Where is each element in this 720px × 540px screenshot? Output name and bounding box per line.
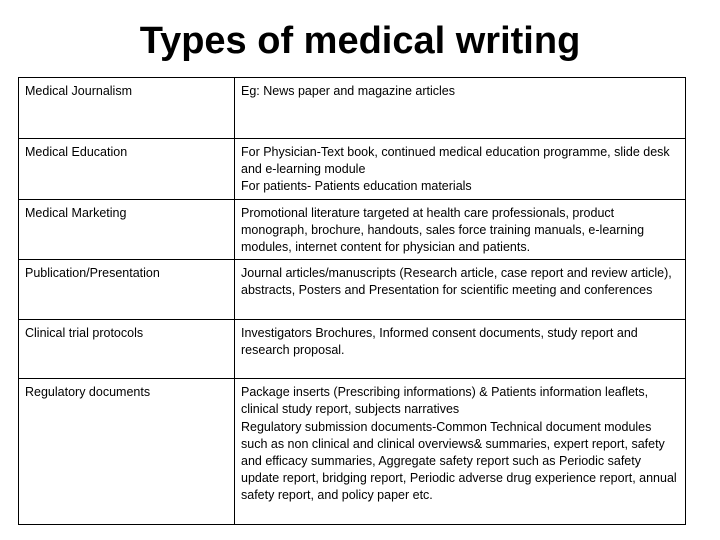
examples-line: For Physician-Text book, continued medical education programme, slide desk and e-learning module bbox=[241, 145, 670, 177]
table-row bbox=[19, 320, 686, 379]
table-row bbox=[19, 199, 686, 260]
medical-writing-table bbox=[18, 77, 686, 525]
writing-examples-cell bbox=[235, 78, 686, 139]
examples-line: Journal articles/manuscripts (Research article, case report and review article), abstracts, Posters and Presentation for scientific meeting and conferences bbox=[241, 266, 672, 298]
table-row bbox=[19, 379, 686, 525]
page-title: Types of medical writing bbox=[139, 20, 581, 62]
examples-line: Eg: News paper and magazine articles bbox=[241, 84, 456, 98]
table-row bbox=[19, 78, 686, 139]
table-row bbox=[19, 139, 686, 200]
examples-line: Package inserts (Prescribing informations) & Patients information leaflets, clinical study report, subjects narratives bbox=[241, 385, 649, 417]
examples-line: For patients- Patients education materials bbox=[241, 179, 472, 194]
examples-line: Regulatory submission documents-Common Technical document modules such as non clinical and clinical overviews& summaries, expert report, safety and efficacy summaries, Aggregate safety report such as Periodic safety update report, bridging report, Periodic adverse drug experience report, annual safety report, and policy paper etc. bbox=[241, 419, 677, 503]
writing-examples-cell bbox=[235, 260, 686, 320]
table-row bbox=[19, 260, 686, 320]
writing-examples-cell bbox=[235, 199, 686, 260]
writing-type-cell: Medical Journalism bbox=[19, 78, 235, 139]
writing-examples-cell bbox=[235, 139, 686, 200]
examples-line: Promotional literature targeted at health care professionals, product monograph, brochure, handouts, sales force training manuals, e-learning modules, internet content for physician and patients. bbox=[241, 205, 645, 255]
writing-type-cell: Publication/Presentation bbox=[19, 260, 235, 320]
writing-type-cell: Medical Marketing bbox=[19, 199, 235, 260]
writing-type-cell: Clinical trial protocols bbox=[19, 320, 235, 379]
writing-examples-cell bbox=[235, 320, 686, 379]
writing-examples-cell bbox=[235, 379, 686, 525]
examples-line: Investigators Brochures, Informed consent documents, study report and research proposal. bbox=[241, 326, 638, 358]
writing-type-cell: Regulatory documents bbox=[19, 379, 235, 525]
writing-type-cell: Medical Education bbox=[19, 139, 235, 200]
